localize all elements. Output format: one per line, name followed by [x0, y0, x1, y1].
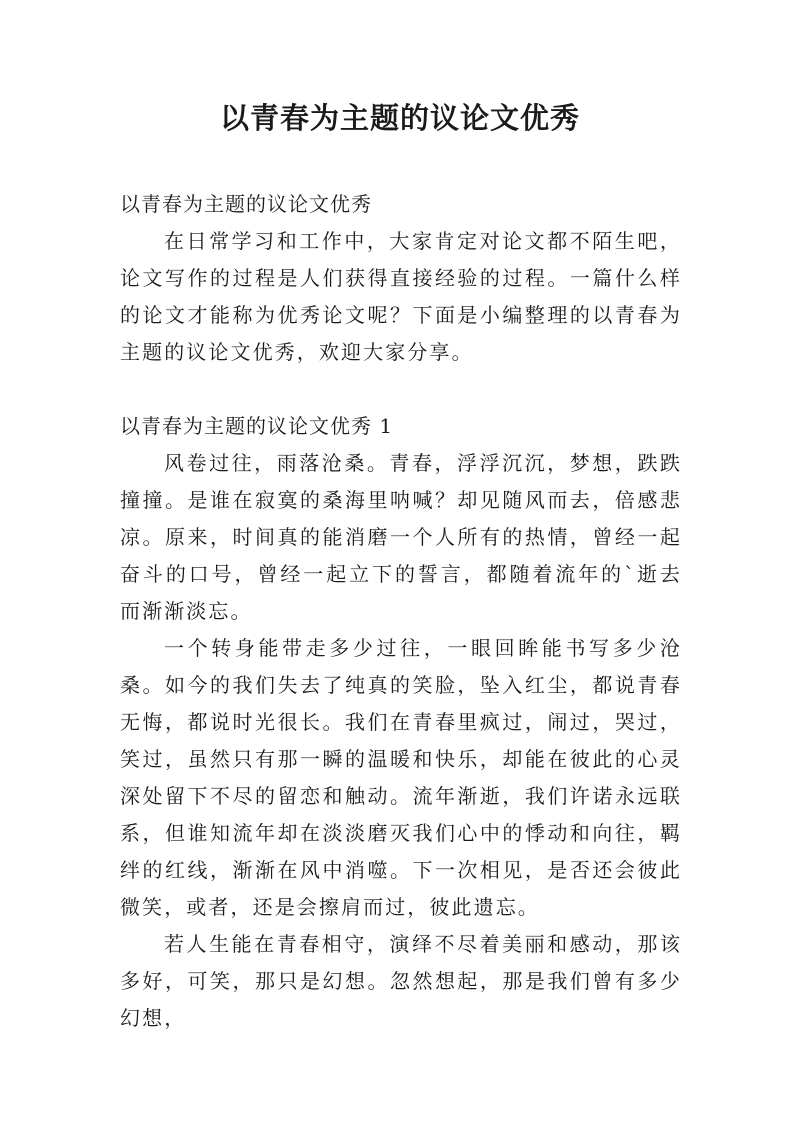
paragraph-gap: [120, 371, 682, 408]
intro-paragraph: 在日常学习和工作中，大家肯定对论文都不陌生吧，论文写作的过程是人们获得直接经验的过程。一篇什么样的论文才能称为优秀论文呢？下面是小编整理的以青春为主题的议论文优秀，欢迎大家分享。: [120, 229, 682, 364]
intro-heading: 以青春为主题的议论文优秀: [120, 192, 372, 216]
section1-paragraph-1: 风卷过往，雨落沧桑。青春，浮浮沉沉，梦想，跌跌撞撞。是谁在寂寞的桑海里呐喊？却见随风而去，倍感悲凉。原来，时间真的能消磨一个人所有的热情，曾经一起奋斗的口号，曾经一起立下的誓言，都随着流年的`逝去而渐渐淡忘。: [120, 451, 682, 623]
section1-paragraph-3: 若人生能在青春相守，演绎不尽着美丽和感动，那该多好，可笑，那只是幻想。忽然想起，那是我们曾有多少幻想，: [120, 932, 682, 1030]
document-body: [120, 186, 682, 1037]
section1-paragraph-2: 一个转身能带走多少过往，一眼回眸能书写多少沧桑。如今的我们失去了纯真的笑脸，坠入红尘，都说青春无悔，都说时光很长。我们在青春里疯过，闹过，哭过，笑过，虽然只有那一瞬的温暖和快乐，却能在彼此的心灵深处留下不尽的留恋和触动。流年渐逝，我们许诺永远联系，但谁知流年却在淡淡磨灭我们心中的悸动和向往，羁绊的红线，渐渐在风中消噬。下一次相见，是否还会彼此微笑，或者，还是会擦肩而过，彼此遗忘。: [120, 636, 682, 919]
document-title: 以青春为主题的议论文优秀: [219, 101, 580, 135]
section1-heading: 以青春为主题的议论文优秀 1: [120, 414, 394, 438]
